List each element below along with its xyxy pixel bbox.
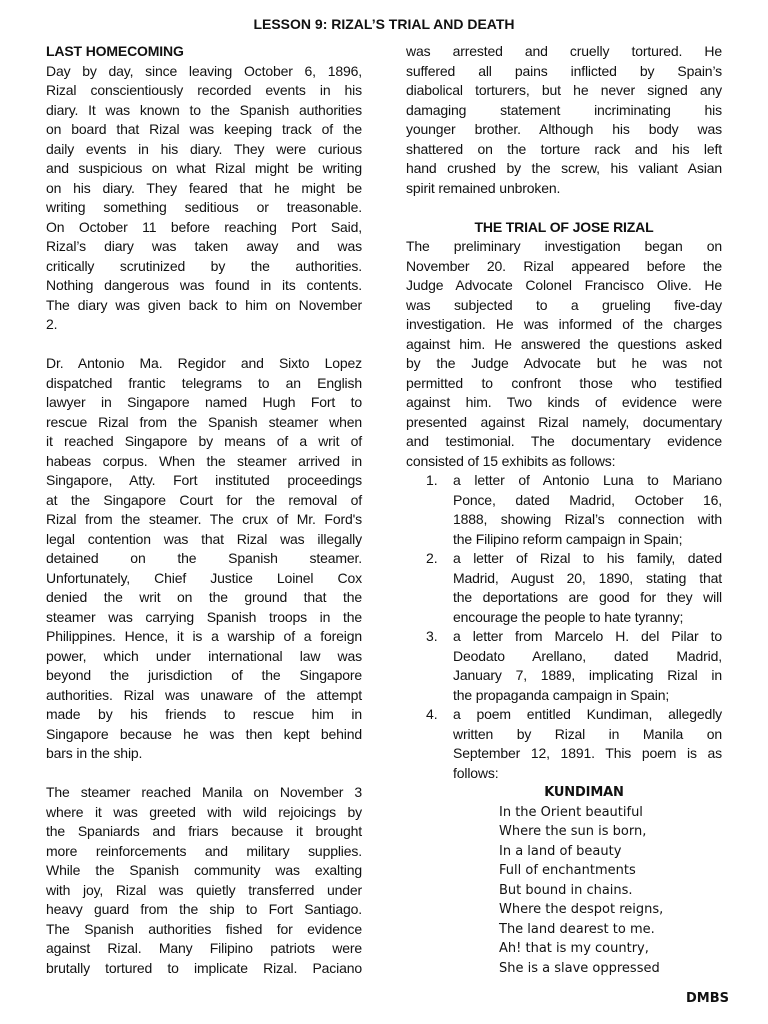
text-line: on his diary. They feared that he might be — [46, 179, 362, 196]
text-line: by the Judge Advocate but he was not — [406, 355, 722, 371]
text-line: spirit remained unbroken. — [406, 179, 561, 196]
paragraph-spacer — [46, 335, 362, 355]
poem-title: KUNDIMAN — [544, 785, 624, 800]
list-item — [406, 549, 722, 627]
text-line: January 7, 1889, implicating Rizal in — [453, 667, 722, 683]
text-line: hand crushed by the screw, his valiant Asian — [406, 160, 722, 176]
text-line: made by his friends to rescue him in — [46, 706, 362, 722]
text-line: authorities. Rizal was unaware of the attempt — [46, 686, 362, 703]
text-line: Rizal conscientiously recorded events in his — [46, 82, 362, 98]
list-number: 4. — [426, 706, 438, 722]
text-line: dispatched frantic telegrams to an English — [46, 374, 362, 391]
text-line: The Spanish authorities fished for evidence — [46, 920, 362, 937]
text-line: the propaganda campaign in Spain; — [453, 686, 670, 703]
text-line: encourage the people to hate tyranny; — [453, 608, 684, 625]
text-line: brutally tortured to implicate Rizal. Paciano — [46, 959, 362, 976]
lesson-title: LESSON 9: RIZAL’S TRIAL AND DEATH — [253, 16, 515, 32]
text-line: against Rizal. Many Filipino patriots were — [46, 940, 362, 956]
text-line: against him. He answered the questions asked — [406, 335, 722, 352]
text-line: with joy, Rizal was quietly transferred under — [46, 881, 362, 898]
poem-line: In the Orient beautiful — [499, 804, 643, 820]
text-line: and suspicious on what Rizal might be writing — [46, 160, 362, 176]
list-item-text — [453, 471, 722, 549]
left-column — [46, 42, 362, 978]
paragraph-spacer — [406, 198, 722, 218]
text-line: Unfortunately, Chief Justice Loinel Cox — [46, 569, 362, 586]
text-line: consisted of 15 exhibits as follows: — [406, 452, 616, 469]
text-line: detained on the Spanish steamer. — [46, 550, 362, 566]
poem — [406, 803, 722, 979]
text-line: steamer was carrying Spanish troops in the — [46, 608, 362, 625]
text-line: at the Singapore Court for the removal of — [46, 491, 362, 508]
text-line: rescue Rizal from the Spanish steamer when — [46, 413, 362, 430]
text-line: bars in the ship. — [46, 745, 143, 761]
text-line: a letter from Marcelo H. del Pilar to — [453, 628, 722, 644]
text-line: critically scrutinized by the authorities. — [46, 257, 362, 274]
text-line: Singapore, Atty. Fort instituted proceedings — [46, 472, 362, 488]
list-item — [406, 627, 722, 705]
poem-line: Ah! that is my country, — [499, 941, 649, 956]
exhibit-list — [406, 471, 722, 783]
section-heading-last-homecoming: LAST HOMECOMING — [46, 43, 184, 59]
text-line: 1888, showing Rizal’s connection with — [453, 511, 722, 527]
poem-line: The land dearest to me. — [499, 921, 655, 937]
text-line: denied the writ on the ground that the — [46, 589, 362, 605]
text-line: was arrested and cruelly tortured. He — [406, 43, 722, 59]
text-line: While the Spanish community was exalting — [46, 862, 362, 878]
text-line: suffered all pains inflicted by Spain’s — [406, 62, 722, 79]
footer-initials: DMBS — [686, 991, 729, 1006]
poem-line: Where the sun is born, — [499, 824, 647, 839]
text-line: Rizal’s diary was taken away and was — [46, 238, 362, 254]
text-line: Philippines. Hence, it is a warship of a foreign — [46, 628, 362, 644]
poem-line: Where the despot reigns, — [499, 902, 664, 917]
section-heading-trial: THE TRIAL OF JOSE RIZAL — [474, 218, 654, 235]
text-line: a poem entitled Kundiman, allegedly — [453, 706, 722, 722]
text-line: Singapore because he was then kept behind — [46, 725, 362, 742]
text-line: diabolical torturers, but he never signed any — [406, 82, 722, 98]
text-line: writing something seditious or treasonable. — [46, 199, 362, 215]
text-line: Day by day, since leaving October 6, 1896, — [46, 62, 362, 79]
text-line: lawyer in Singapore named Hugh Fort to — [46, 394, 362, 410]
list-item — [406, 705, 722, 783]
text-line: the Filipino reform campaign in Spain; — [453, 530, 683, 547]
text-line: was subjected to a grueling five-day — [406, 296, 722, 313]
text-line: The diary was given back to him on November — [46, 296, 362, 313]
text-line: damaging statement incriminating his — [406, 101, 722, 118]
text-line: follows: — [453, 764, 499, 781]
text-line: younger brother. Although his body was — [406, 121, 722, 137]
text-line: where it was greeted with wild rejoicings by — [46, 803, 362, 820]
poem-line: Full of enchantments — [499, 863, 636, 878]
text-line: Dr. Antonio Ma. Regidor and Sixto Lopez — [46, 355, 362, 371]
list-item — [406, 471, 722, 549]
text-line: September 12, 1891. This poem is as — [453, 745, 722, 761]
text-line: 2. — [46, 316, 58, 332]
text-line: heavy guard from the ship to Fort Santiago. — [46, 901, 362, 917]
text-line: Deodato Arellano, dated Madrid, — [453, 647, 722, 664]
text-line: it reached Singapore by means of a writ of — [46, 433, 362, 449]
text-line: daily events in his diary. They were curious — [46, 140, 362, 157]
paragraph — [406, 237, 722, 471]
text-line: more reinforcements and military supplies. — [46, 842, 362, 859]
poem-line: But bound in chains. — [499, 882, 633, 898]
list-item-text — [453, 705, 722, 783]
text-line: diary. It was known to the Spanish authorities — [46, 101, 362, 118]
text-line: On October 11 before reaching Port Said, — [46, 218, 362, 235]
text-line: presented against Rizal namely, documentary — [406, 413, 722, 430]
text-line: permitted to confront those who testified — [406, 374, 722, 391]
paragraph-spacer — [46, 764, 362, 784]
list-item-text — [453, 627, 722, 705]
poem-line: In a land of beauty — [499, 843, 622, 859]
list-number: 3. — [426, 628, 438, 644]
text-line: Nothing dangerous was found in its contents. — [46, 277, 362, 293]
text-line: Rizal from the steamer. The crux of Mr. Ford's — [46, 511, 362, 527]
list-number: 2. — [426, 550, 438, 566]
text-line: habeas corpus. When the steamer arrived in — [46, 452, 362, 469]
right-column — [406, 42, 722, 978]
text-line: the deportations are good for they will — [453, 589, 722, 605]
text-line: written by Rizal in Manila on — [453, 725, 722, 742]
text-line: a letter of Rizal to his family, dated — [453, 550, 722, 566]
text-line: Ponce, dated Madrid, October 16, — [453, 491, 722, 508]
text-line: shattered on the torture rack and his left — [406, 140, 722, 157]
text-line: beyond the jurisdiction of the Singapore — [46, 667, 362, 683]
text-line: on board that Rizal was keeping track of the — [46, 121, 362, 137]
text-line: power, which under international law was — [46, 647, 362, 664]
list-number: 1. — [426, 472, 438, 488]
text-line: investigation. He was informed of the charges — [406, 316, 722, 332]
paragraph — [46, 62, 362, 335]
text-line: Judge Advocate Colonel Francisco Olive. He — [406, 277, 722, 293]
text-line: the Spaniards and friars because it brought — [46, 823, 362, 839]
text-line: a letter of Antonio Luna to Mariano — [453, 472, 722, 488]
list-item-text — [453, 549, 722, 627]
text-line: November 20. Rizal appeared before the — [406, 257, 722, 274]
text-line: The preliminary investigation began on — [406, 238, 722, 254]
paragraph — [46, 783, 362, 978]
poem-line: She is a slave oppressed — [499, 960, 660, 976]
paragraph-continuation — [406, 42, 722, 198]
text-line: The steamer reached Manila on November 3 — [46, 784, 362, 800]
text-line: against him. Two kinds of evidence were — [406, 394, 722, 410]
paragraph — [46, 354, 362, 764]
text-line: legal contention was that Rizal was illegally — [46, 530, 362, 547]
text-line: Madrid, August 20, 1890, stating that — [453, 569, 722, 586]
text-line: and testimonial. The documentary evidence — [406, 433, 722, 449]
